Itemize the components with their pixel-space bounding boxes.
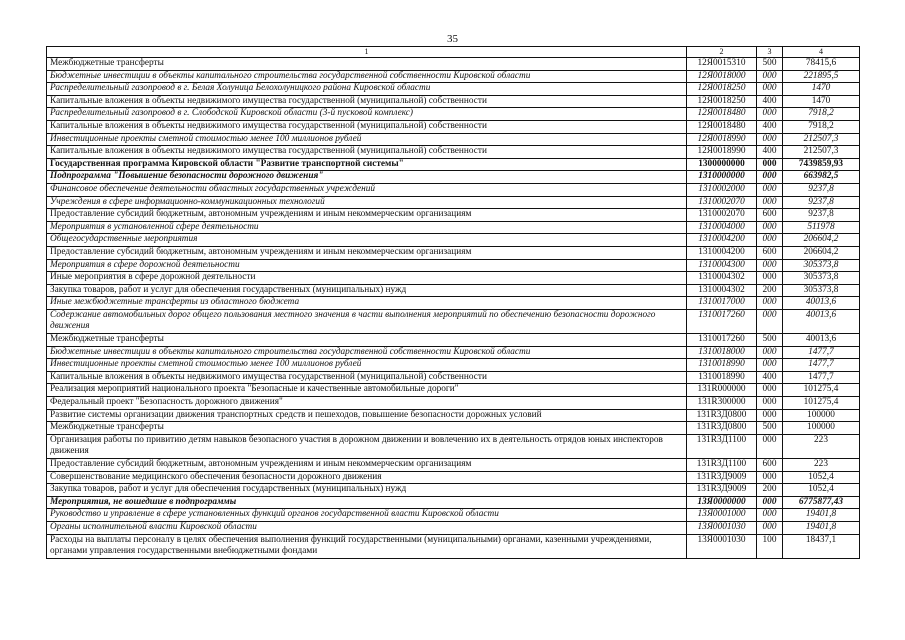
row-amount-cell: 206604,2 [783, 234, 860, 247]
table-row [47, 334, 860, 347]
row-name-cell: Органы исполнительной власти Кировской области [47, 521, 687, 534]
row-amount-cell: 9237,8 [783, 183, 860, 196]
row-name-cell: Капитальные вложения в объекты недвижимого имущества государственной (муниципальной) собственности [47, 371, 687, 384]
row-code-cell: 12Я0015310 [687, 58, 757, 71]
row-type-cell: 000 [757, 359, 783, 372]
row-name-cell: Учреждения в сфере информационно-коммуникационных технологий [47, 196, 687, 209]
row-amount-cell: 6775877,43 [783, 496, 860, 509]
row-name-cell: Распределительный газопровод в г. Слободской Кировской области (3-й пусковой комплекс) [47, 108, 687, 121]
table-row [47, 409, 860, 422]
row-code-cell: 12Я0018250 [687, 95, 757, 108]
row-amount-cell: 18437,1 [783, 534, 860, 558]
row-type-cell: 200 [757, 484, 783, 497]
row-type-cell: 000 [757, 297, 783, 310]
row-amount-cell: 9237,8 [783, 209, 860, 222]
row-type-cell: 000 [757, 309, 783, 333]
row-amount-cell: 101275,4 [783, 384, 860, 397]
row-name-cell: Предоставление субсидий бюджетным, автономным учреждениям и иным некоммерческим организациям [47, 209, 687, 222]
row-amount-cell: 206604,2 [783, 246, 860, 259]
row-type-cell: 000 [757, 158, 783, 171]
table-row [47, 422, 860, 435]
row-amount-cell: 663982,5 [783, 171, 860, 184]
row-name-cell: Государственная программа Кировской области "Развитие транспортной системы" [47, 158, 687, 171]
row-amount-cell: 7439859,93 [783, 158, 860, 171]
row-name-cell: Распределительный газопровод в г. Белая Холуница Белохолуницкого района Кировской области [47, 83, 687, 96]
table-row [47, 496, 860, 509]
row-code-cell: 131R3Д0800 [687, 409, 757, 422]
row-name-cell: Иные мероприятия в сфере дорожной деятельности [47, 272, 687, 285]
table-row [47, 359, 860, 372]
row-amount-cell: 100000 [783, 409, 860, 422]
row-amount-cell: 78415,6 [783, 58, 860, 71]
row-code-cell: 131R300000 [687, 397, 757, 410]
row-name-cell: Закупка товаров, работ и услуг для обеспечения государственных (муниципальных) нужд [47, 284, 687, 297]
table-header-row [47, 47, 860, 58]
row-code-cell: 13Я0001030 [687, 521, 757, 534]
row-amount-cell: 212507,3 [783, 133, 860, 146]
row-amount-cell: 40013,6 [783, 297, 860, 310]
row-type-cell: 000 [757, 384, 783, 397]
row-name-cell: Общегосударственные мероприятия [47, 234, 687, 247]
table-row [47, 272, 860, 285]
row-code-cell: 1310018000 [687, 346, 757, 359]
header-cell-name: 1 [47, 47, 687, 58]
table-row [47, 158, 860, 171]
row-amount-cell: 100000 [783, 422, 860, 435]
table-row [47, 509, 860, 522]
row-type-cell: 000 [757, 409, 783, 422]
budget-table [46, 46, 860, 559]
table-row [47, 459, 860, 472]
row-code-cell: 131R3Д0800 [687, 422, 757, 435]
row-amount-cell: 223 [783, 434, 860, 458]
row-code-cell: 1310018990 [687, 359, 757, 372]
row-code-cell: 1310000000 [687, 171, 757, 184]
row-type-cell: 500 [757, 58, 783, 71]
table-row [47, 83, 860, 96]
row-name-cell: Совершенствование медицинского обеспечения безопасности дорожного движения [47, 471, 687, 484]
table-row [47, 397, 860, 410]
table-row [47, 146, 860, 159]
row-code-cell: 12Я0018000 [687, 70, 757, 83]
table-row [47, 209, 860, 222]
row-code-cell: 1310004200 [687, 246, 757, 259]
row-type-cell: 400 [757, 120, 783, 133]
row-code-cell: 12Я0018990 [687, 133, 757, 146]
row-type-cell: 100 [757, 534, 783, 558]
table-row [47, 534, 860, 558]
table-row [47, 521, 860, 534]
row-code-cell: 131R3Д1100 [687, 459, 757, 472]
row-name-cell: Федеральный проект "Безопасность дорожного движения" [47, 397, 687, 410]
row-code-cell: 12Я0018250 [687, 83, 757, 96]
row-name-cell: Капитальные вложения в объекты недвижимого имущества государственной (муниципальной) собственности [47, 120, 687, 133]
row-code-cell: 12Я0018480 [687, 120, 757, 133]
row-amount-cell: 305373,8 [783, 272, 860, 285]
row-type-cell: 000 [757, 397, 783, 410]
row-name-cell: Реализация мероприятий национального проекта "Безопасные и качественные автомобильные дороги" [47, 384, 687, 397]
row-code-cell: 131R3Д9009 [687, 484, 757, 497]
row-amount-cell: 9237,8 [783, 196, 860, 209]
table-row [47, 95, 860, 108]
row-amount-cell: 223 [783, 459, 860, 472]
row-amount-cell: 7918,2 [783, 120, 860, 133]
row-type-cell: 000 [757, 496, 783, 509]
table-row [47, 297, 860, 310]
row-type-cell: 000 [757, 108, 783, 121]
row-code-cell: 131R3Д9009 [687, 471, 757, 484]
row-amount-cell: 511978 [783, 221, 860, 234]
row-name-cell: Содержание автомобильных дорог общего пользования местного значения в части выполнения мероприятий по обеспечению безопасности дорожного движения [47, 309, 687, 333]
row-name-cell: Бюджетные инвестиции в объекты капитального строительства государственной собственности Кировской области [47, 346, 687, 359]
row-amount-cell: 1477,7 [783, 359, 860, 372]
row-name-cell: Бюджетные инвестиции в объекты капитального строительства государственной собственности Кировской области [47, 70, 687, 83]
row-amount-cell: 7918,2 [783, 108, 860, 121]
row-type-cell: 000 [757, 272, 783, 285]
table-row [47, 346, 860, 359]
header-cell-type: 3 [757, 47, 783, 58]
row-name-cell: Предоставление субсидий бюджетным, автономным учреждениям и иным некоммерческим организациям [47, 459, 687, 472]
row-code-cell: 12Я0018480 [687, 108, 757, 121]
row-code-cell: 1310017260 [687, 334, 757, 347]
row-code-cell: 1310004200 [687, 234, 757, 247]
page-number: 35 [447, 33, 458, 45]
row-code-cell: 1310017260 [687, 309, 757, 333]
row-name-cell: Предоставление субсидий бюджетным, автономным учреждениям и иным некоммерческим организациям [47, 246, 687, 259]
row-name-cell: Финансовое обеспечение деятельности областных государственных учреждений [47, 183, 687, 196]
table-row [47, 246, 860, 259]
table-row [47, 234, 860, 247]
table-row [47, 108, 860, 121]
row-amount-cell: 212507,3 [783, 146, 860, 159]
row-type-cell: 000 [757, 133, 783, 146]
table-row [47, 221, 860, 234]
row-code-cell: 131R000000 [687, 384, 757, 397]
table-row [47, 434, 860, 458]
row-name-cell: Расходы на выплаты персоналу в целях обеспечения выполнения функций государственными (муниципальными) органами, казенными учреждениями, органами управления государственными внебюджетными фондами [47, 534, 687, 558]
row-type-cell: 000 [757, 234, 783, 247]
row-amount-cell: 1470 [783, 95, 860, 108]
row-code-cell: 1310004302 [687, 284, 757, 297]
row-amount-cell: 19401,8 [783, 521, 860, 534]
row-amount-cell: 1052,4 [783, 484, 860, 497]
row-name-cell: Капитальные вложения в объекты недвижимого имущества государственной (муниципальной) собственности [47, 95, 687, 108]
row-type-cell: 000 [757, 509, 783, 522]
row-type-cell: 000 [757, 471, 783, 484]
table-row [47, 171, 860, 184]
table-row [47, 183, 860, 196]
row-name-cell: Капитальные вложения в объекты недвижимого имущества государственной (муниципальной) собственности [47, 146, 687, 159]
table-row [47, 58, 860, 71]
row-code-cell: 1310017000 [687, 297, 757, 310]
table-row [47, 133, 860, 146]
table-row [47, 196, 860, 209]
row-amount-cell: 305373,8 [783, 259, 860, 272]
row-type-cell: 400 [757, 371, 783, 384]
row-amount-cell: 101275,4 [783, 397, 860, 410]
table-row [47, 371, 860, 384]
table-row [47, 259, 860, 272]
row-amount-cell: 19401,8 [783, 509, 860, 522]
row-name-cell: Межбюджетные трансферты [47, 422, 687, 435]
row-code-cell: 1310004000 [687, 221, 757, 234]
row-amount-cell: 1477,7 [783, 346, 860, 359]
row-amount-cell: 305373,8 [783, 284, 860, 297]
row-code-cell: 13Я0001000 [687, 509, 757, 522]
row-name-cell: Межбюджетные трансферты [47, 58, 687, 71]
row-name-cell: Подпрограмма "Повышение безопасности дорожного движения" [47, 171, 687, 184]
table-row [47, 471, 860, 484]
row-name-cell: Иные межбюджетные трансферты из областного бюджета [47, 297, 687, 310]
table-row [47, 284, 860, 297]
row-amount-cell: 1477,7 [783, 371, 860, 384]
row-code-cell: 1310002000 [687, 183, 757, 196]
row-amount-cell: 40013,6 [783, 334, 860, 347]
row-type-cell: 200 [757, 284, 783, 297]
row-name-cell: Руководство и управление в сфере установленных функций органов государственной власти Кировской области [47, 509, 687, 522]
table-row [47, 70, 860, 83]
row-code-cell: 12Я0018990 [687, 146, 757, 159]
row-code-cell: 1310004302 [687, 272, 757, 285]
row-amount-cell: 1052,4 [783, 471, 860, 484]
header-cell-code: 2 [687, 47, 757, 58]
row-name-cell: Мероприятия в сфере дорожной деятельности [47, 259, 687, 272]
row-type-cell: 400 [757, 95, 783, 108]
table-body [47, 58, 860, 559]
row-code-cell: 13Я0001030 [687, 534, 757, 558]
row-type-cell: 400 [757, 146, 783, 159]
row-name-cell: Инвестиционные проекты сметной стоимостью менее 100 миллионов рублей [47, 359, 687, 372]
table-row [47, 309, 860, 333]
row-type-cell: 000 [757, 346, 783, 359]
row-type-cell: 600 [757, 459, 783, 472]
row-name-cell: Мероприятия в установленной сфере деятельности [47, 221, 687, 234]
row-type-cell: 600 [757, 246, 783, 259]
row-amount-cell: 1470 [783, 83, 860, 96]
row-type-cell: 000 [757, 434, 783, 458]
row-amount-cell: 40013,6 [783, 309, 860, 333]
row-code-cell: 1300000000 [687, 158, 757, 171]
row-type-cell: 000 [757, 521, 783, 534]
row-code-cell: 13Я0000000 [687, 496, 757, 509]
row-code-cell: 131R3Д1100 [687, 434, 757, 458]
row-type-cell: 500 [757, 334, 783, 347]
row-type-cell: 000 [757, 171, 783, 184]
row-name-cell: Развитие системы организации движения транспортных средств и пешеходов, повышение безопасности дорожных условий [47, 409, 687, 422]
row-name-cell: Организация работы по привитию детям навыков безопасного участия в дорожном движении и вовлечению их в деятельность отрядов юных инспекторов движения [47, 434, 687, 458]
table-row [47, 384, 860, 397]
row-name-cell: Мероприятия, не вошедшие в подпрограммы [47, 496, 687, 509]
row-code-cell: 1310018990 [687, 371, 757, 384]
row-type-cell: 000 [757, 183, 783, 196]
row-amount-cell: 221895,5 [783, 70, 860, 83]
row-code-cell: 1310002070 [687, 209, 757, 222]
row-code-cell: 1310004300 [687, 259, 757, 272]
table-row [47, 484, 860, 497]
row-type-cell: 000 [757, 83, 783, 96]
table-row [47, 120, 860, 133]
header-cell-amount: 4 [783, 47, 860, 58]
row-type-cell: 500 [757, 422, 783, 435]
row-type-cell: 000 [757, 221, 783, 234]
row-name-cell: Закупка товаров, работ и услуг для обеспечения государственных (муниципальных) нужд [47, 484, 687, 497]
row-name-cell: Межбюджетные трансферты [47, 334, 687, 347]
row-name-cell: Инвестиционные проекты сметной стоимостью менее 100 миллионов рублей [47, 133, 687, 146]
row-code-cell: 1310002070 [687, 196, 757, 209]
row-type-cell: 000 [757, 196, 783, 209]
row-type-cell: 600 [757, 209, 783, 222]
row-type-cell: 000 [757, 70, 783, 83]
row-type-cell: 000 [757, 259, 783, 272]
